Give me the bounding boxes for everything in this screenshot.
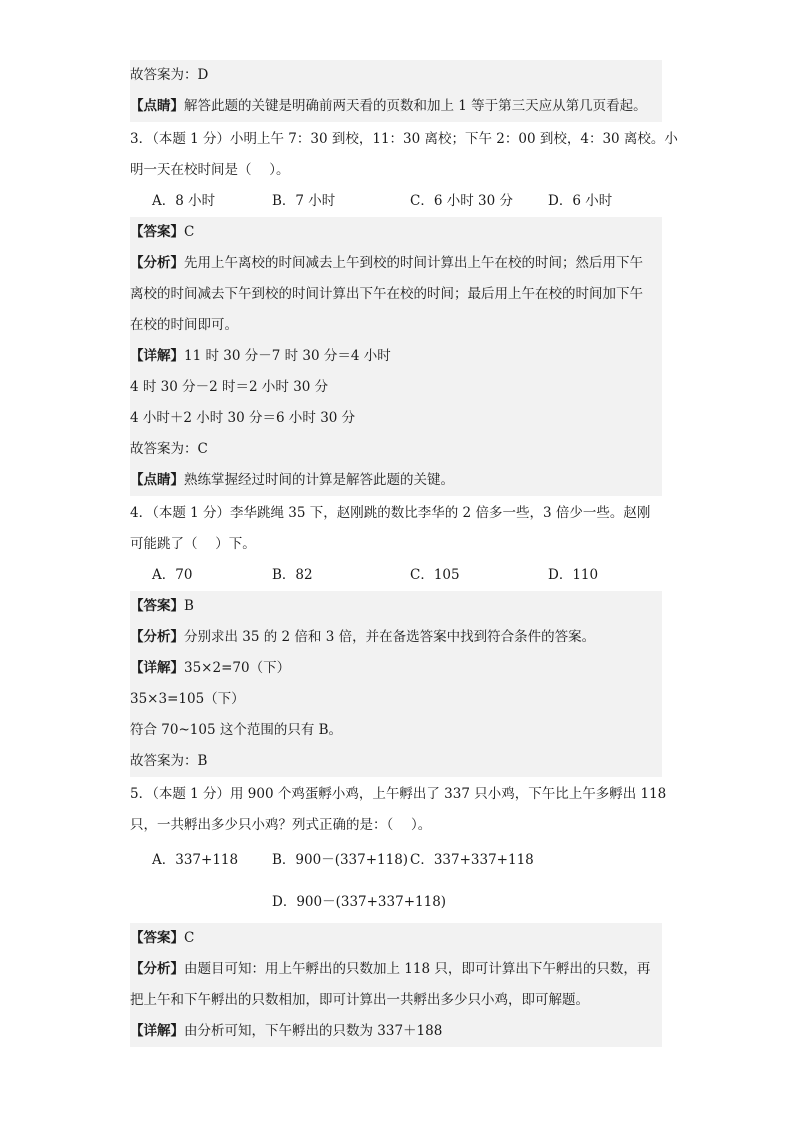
comment-text: 解答此题的关键是明确前两天看的页数和加上 1 等于第三天应从第几页看起。	[184, 98, 647, 114]
q3-option-a: A．8 小时	[152, 193, 216, 209]
q5-option-d: D．900－(337+337+118)	[272, 894, 447, 910]
q5-option-a: A．337+118	[152, 852, 239, 868]
q5-option-c: C．337+337+118	[410, 852, 534, 868]
analysis-text: 分别求出 35 的 2 倍和 3 倍，并在备选答案中找到符合条件的答案。	[184, 629, 596, 645]
q5-answer	[130, 923, 662, 954]
q4-analysis-line1	[130, 622, 662, 653]
q3-final-answer: 故答案为：C	[130, 434, 662, 465]
q3-analysis-line3: 在校的时间即可。	[130, 310, 662, 341]
q4-option-b: B．82	[272, 567, 313, 583]
analysis-tag: 【分析】	[130, 629, 184, 645]
q4-option-a: A．70	[152, 567, 193, 583]
q4-detail-line2: 35×3=105（下）	[130, 684, 662, 715]
q3-analysis-line2: 离校的时间减去下午到校的时间计算出下午在校的时间；最后用上午在校的时间加下午	[130, 279, 662, 310]
q5-detail-line1	[130, 1016, 662, 1047]
q2-comment	[130, 91, 662, 122]
q4-option-d: D．110	[548, 567, 599, 583]
q3-detail-line1	[130, 341, 662, 372]
detail-text: 35×2=70（下）	[184, 660, 291, 676]
q3-option-c: C．6 小时 30 分	[410, 193, 513, 209]
q3-stem-line1: 3．（本题 1 分）小明上午 7：30 到校，11：30 离校；下午 2：00 到校，4：30 离校。小	[130, 131, 678, 147]
q4-final-answer: 故答案为：B	[130, 746, 662, 777]
analysis-text: 由题目可知：用上午孵出的只数加上 118 只，即可计算出下午孵出的只数，再	[184, 961, 651, 977]
answer-value: B	[184, 598, 194, 614]
detail-tag: 【详解】	[130, 660, 184, 676]
q3-option-d: D．6 小时	[548, 193, 613, 209]
detail-text: 11 时 30 分－7 时 30 分＝4 小时	[184, 348, 391, 364]
q4-answer	[130, 591, 662, 622]
q4-option-c: C．105	[410, 567, 460, 583]
q4-detail-line3: 符合 70~105 这个范围的只有 B。	[130, 715, 662, 746]
answer-value: C	[184, 224, 195, 240]
answer-tag: 【答案】	[130, 930, 184, 946]
q3-detail-line3: 4 小时＋2 小时 30 分＝6 小时 30 分	[130, 403, 662, 434]
answer-value: C	[184, 930, 195, 946]
detail-tag: 【详解】	[130, 1023, 184, 1039]
q5-analysis-line2: 把上午和下午孵出的只数相加，即可计算出一共孵出多少只小鸡，即可解题。	[130, 985, 662, 1016]
q3-stem-line2: 明一天在校时间是（ ）。	[130, 162, 290, 178]
detail-tag: 【详解】	[130, 348, 184, 364]
q5-stem-line2: 只，一共孵出多少只小鸡？列式正确的是：（ ）。	[130, 817, 432, 833]
q3-answer	[130, 217, 662, 248]
q3-option-b: B．7 小时	[272, 193, 336, 209]
comment-tag: 【点睛】	[130, 472, 184, 488]
q3-detail-line2: 4 时 30 分－2 时＝2 小时 30 分	[130, 372, 662, 403]
q4-stem-line2: 可能跳了（ ）下。	[130, 536, 256, 552]
answer-tag: 【答案】	[130, 224, 184, 240]
q5-analysis-line1	[130, 954, 662, 985]
q2-final-answer: 故答案为：D	[130, 60, 662, 91]
q5-option-b: B．900－(337+118)	[272, 852, 409, 868]
analysis-text: 先用上午离校的时间减去上午到校的时间计算出上午在校的时间；然后用下午	[184, 255, 643, 271]
q4-detail-line1	[130, 653, 662, 684]
comment-text: 熟练掌握经过时间的计算是解答此题的关键。	[184, 472, 454, 488]
answer-tag: 【答案】	[130, 598, 184, 614]
q3-comment	[130, 465, 662, 496]
detail-text: 由分析可知，下午孵出的只数为 337＋188	[184, 1023, 443, 1039]
q3-analysis-line1	[130, 248, 662, 279]
q5-stem-line1: 5．（本题 1 分）用 900 个鸡蛋孵小鸡，上午孵出了 337 只小鸡，下午比上午多孵出 118	[130, 786, 667, 802]
analysis-tag: 【分析】	[130, 961, 184, 977]
q4-stem-line1: 4．（本题 1 分）李华跳绳 35 下，赵刚跳的数比李华的 2 倍多一些，3 倍少一些。赵刚	[130, 505, 651, 521]
comment-tag: 【点睛】	[130, 98, 184, 114]
analysis-tag: 【分析】	[130, 255, 184, 271]
